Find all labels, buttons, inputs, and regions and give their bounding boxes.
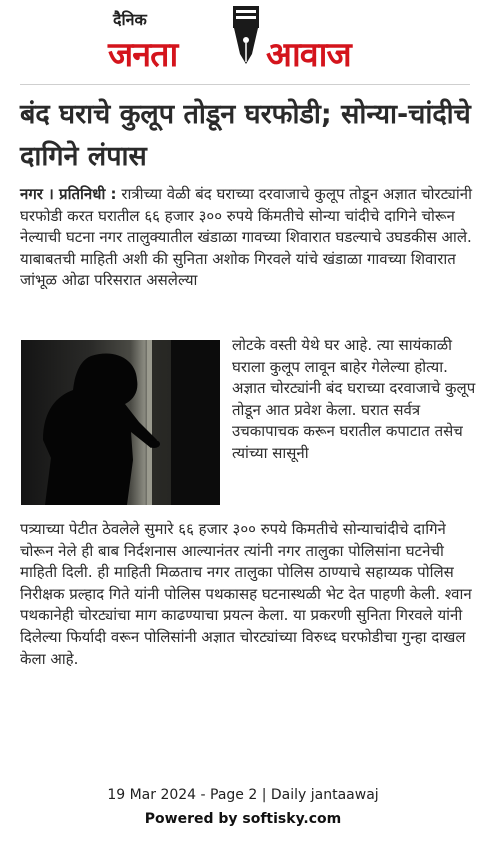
fountain-pen-nib-icon — [230, 4, 262, 66]
masthead — [0, 0, 486, 82]
footer-date-page: 19 Mar 2024 - Page 2 | Daily jantaawaj — [107, 787, 379, 803]
masthead-title-right: आवाज — [266, 35, 351, 75]
masthead-title-left: जनता — [108, 35, 178, 75]
article-paragraph-1 — [20, 184, 482, 292]
article-paragraph-3: पत्र्याच्या पेटीत ठेवलेले सुमारे ६६ हजार ३०० रुपये किमतीचे सोन्याचांदीचे दागिने चोरून नेले ही बाब निर्दशनास आल्यानंतर त्यांनी नगर तालुका पोलिसांना घटनेची माहिती दिली. ही माहिती मिळताच नगर तालुका पोलिस ठाण्याचे सहाय्यक पोलिस निरीक्षक प्रल्हाद गिते यांनी पोलिस पथकासह घटनास्थळी भेट देत पाहणी केली. श्वान पथकानेही चोरट्यांचा माग काढण्याचा प्रयत्न केला. या प्रकरणी सुनिता गिरवले यांनी दिलेल्या फिर्यादी वरून पोलिसांनी अज्ञात चोरट्यांच्या विरुध्द घरफोडीचा गुन्हा दाखल केला आहे. — [20, 520, 472, 668]
article-paragraph-2: लोटके वस्ती येथे घर आहे. त्या सायंकाळी घराला कुलूप लावून बाहेर गेलेल्या होत्या. अज्ञात चोरट्यांनी बंद घराच्या दरवाजाचे कुलूप तोडून आत प्रवेश केला. घरात सर्वत्र उचकापाचक करून घरातील कपाटात तसेच त्यांच्या सासूनी — [232, 336, 476, 462]
dateline: नगर । प्रतिनिधी : — [20, 185, 117, 203]
masthead-daily-label: दैनिक — [113, 10, 147, 29]
burglar-silhouette-image — [21, 340, 220, 505]
footer-powered-by: Powered by softisky.com — [144, 811, 342, 827]
article-headline: बंद घराचे कुलूप तोडून घरफोडी; सोन्या-चांदीचे दागिने लंपास — [20, 99, 471, 172]
paragraph-1-text: रात्रीच्या वेळी बंद घराच्या दरवाजाचे कुलूप तोडून अज्ञात चोरट्यांनी घरफोडी करत घरातील ६६ हजार ३०० रुपये किंमतीचे सोन्या चांदीचे दागिने चोरून नेल्याची घटना नगर तालुक्यातील खंडाळा गावच्या शिवारात घडल्याचे उघडकीस आले. याबाबतची माहिती अशी की सुनिता अशोक गिरवले यांचे खंडाळा गावच्या शिवारात जांभूळ ओढा परिसरात असलेल्या — [20, 185, 472, 290]
header-divider — [20, 84, 470, 85]
